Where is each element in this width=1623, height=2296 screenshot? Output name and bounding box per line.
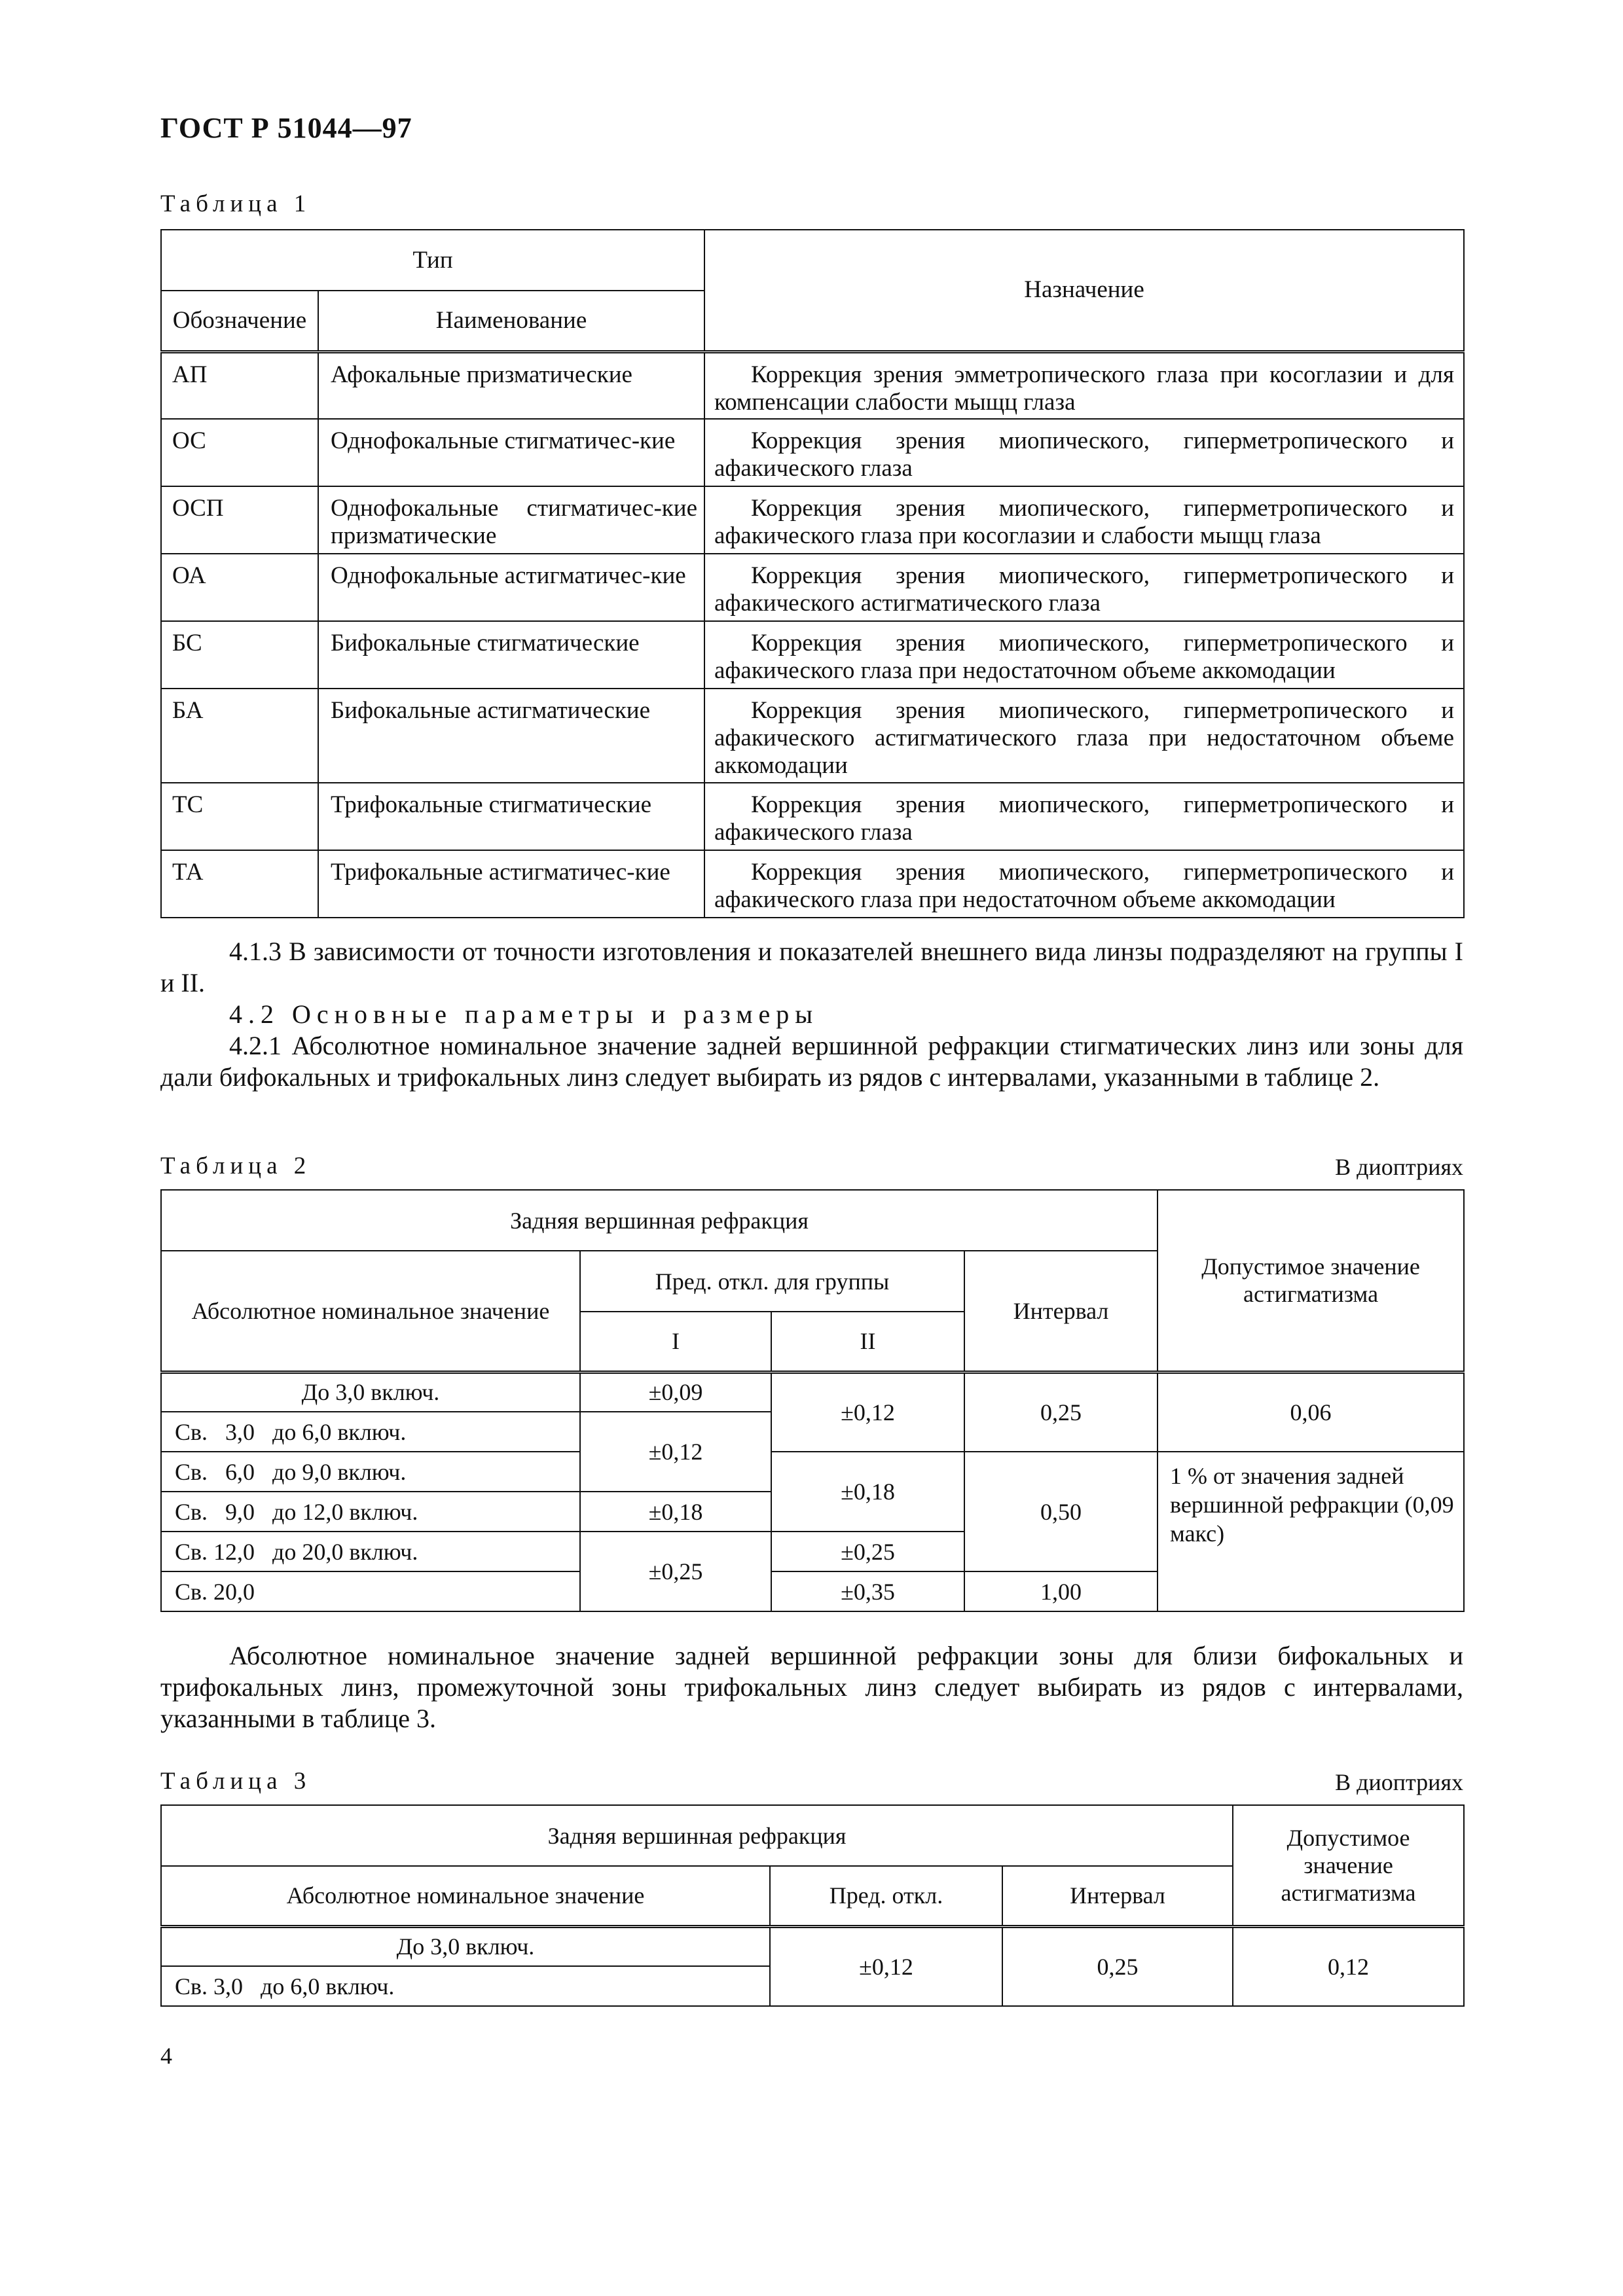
range-from: 3,0 xyxy=(225,1418,255,1445)
table1-purpose: Коррекция зрения миопического, гиперметропического и афакического глаза xyxy=(704,783,1464,850)
table-row xyxy=(161,850,1464,918)
range-text: До 3,0 включ. xyxy=(396,1933,535,1960)
table-row xyxy=(161,351,1464,419)
table1-head-code: Обозначение xyxy=(161,291,318,351)
range-to: до 12,0 включ. xyxy=(272,1498,418,1525)
table-row xyxy=(161,621,1464,689)
table2-head-g2: II xyxy=(771,1312,964,1372)
table3-interval-value: 0,25 xyxy=(1002,1926,1233,2006)
table1-code: ОСП xyxy=(161,486,318,554)
table2-range xyxy=(161,1571,580,1611)
table1-name: Трифокальные астигматичес-кие xyxy=(318,850,704,918)
table1-head-type: Тип xyxy=(161,230,704,291)
range-prefix: Св. xyxy=(175,1578,208,1605)
table3-range xyxy=(161,1966,770,2006)
table1-purpose: Коррекция зрения эмметропического глаза при косоглазии и для компенсации слабости мыщц глаза xyxy=(704,351,1464,419)
table3-head-astig: Допустимое значение астигматизма xyxy=(1233,1805,1464,1926)
paragraph-4-2-1 xyxy=(160,1030,1463,1093)
table2-range xyxy=(161,1532,580,1571)
table2-g1-value: ±0,09 xyxy=(580,1372,771,1412)
table1-head-name: Наименование xyxy=(318,291,704,351)
range-prefix: Св. xyxy=(175,1418,208,1445)
range-to: до 9,0 включ. xyxy=(272,1458,407,1485)
range-from: 20,0 xyxy=(213,1578,255,1605)
paragraph-text: 4.2.1 Абсолютное номинальное значение задней вершинной рефракции стигматических линз или зоны для дали бифокальных и трифокальных линз следует выбирать из рядов с интервалами, указанными в таблице 2. xyxy=(160,1031,1463,1092)
paragraph-near-zone xyxy=(160,1640,1463,1734)
table-row xyxy=(161,783,1464,850)
range-to: до 6,0 включ. xyxy=(272,1418,407,1445)
table2-head-abs: Абсолютное номинальное значение xyxy=(161,1251,580,1372)
table3-caption: Таблица 3 xyxy=(160,1768,312,1795)
table1-name: Бифокальные стигматические xyxy=(318,621,704,689)
range-prefix: Св. xyxy=(175,1973,208,2000)
table2-interval-value: 1,00 xyxy=(964,1571,1158,1611)
table1-name: Афокальные призматические xyxy=(318,351,704,419)
section-heading-text: 4.2 Основные параметры и размеры xyxy=(229,999,819,1029)
table1-name: Однофокальные астигматичес-кие xyxy=(318,554,704,621)
table1 xyxy=(160,229,1465,918)
table1-code: ТА xyxy=(161,850,318,918)
table2-interval-value: 0,50 xyxy=(964,1452,1158,1571)
paragraph-4-1-3 xyxy=(160,936,1463,999)
table2-astig-value: 0,06 xyxy=(1158,1372,1464,1452)
table-row xyxy=(161,419,1464,486)
table3-astig-value: 0,12 xyxy=(1233,1926,1464,2006)
range-from: 3,0 xyxy=(213,1973,244,2000)
table2-head-astig: Допустимое значение астигматизма xyxy=(1158,1190,1464,1372)
range-from: 12,0 xyxy=(213,1538,255,1565)
table2-head-dev: Пред. откл. для группы xyxy=(580,1251,964,1312)
table2-head-g1: I xyxy=(580,1312,771,1372)
table3-dev-value: ±0,12 xyxy=(770,1926,1002,2006)
table2-range xyxy=(161,1492,580,1532)
table2-g1-value: ±0,25 xyxy=(580,1532,771,1611)
table-row xyxy=(161,1452,1464,1492)
table2-range xyxy=(161,1372,580,1412)
table2-g2-value: ±0,18 xyxy=(771,1452,964,1532)
table1-purpose: Коррекция зрения миопического, гиперметропического и афакического глаза при косоглазии и слабости мыщц глаза xyxy=(704,486,1464,554)
table2-range xyxy=(161,1412,580,1452)
table-row xyxy=(161,689,1464,783)
range-prefix: Св. xyxy=(175,1538,208,1565)
section-4-2-heading xyxy=(160,999,1463,1030)
table3-head-abs: Абсолютное номинальное значение xyxy=(161,1866,770,1926)
table1-code: АП xyxy=(161,351,318,419)
document-header: ГОСТ Р 51044—97 xyxy=(160,112,412,144)
table1-purpose: Коррекция зрения миопического, гиперметропического и афакического астигматического глаза при недостаточном объеме аккомодации xyxy=(704,689,1464,783)
table2-interval-value: 0,25 xyxy=(964,1372,1158,1452)
table-row xyxy=(161,554,1464,621)
range-to: до 20,0 включ. xyxy=(272,1538,418,1565)
table1-name: Однофокальные стигматичес-кие xyxy=(318,419,704,486)
table-row xyxy=(161,486,1464,554)
range-text: До 3,0 включ. xyxy=(301,1379,440,1406)
table-row xyxy=(161,1372,1464,1412)
table2-g1-value: ±0,12 xyxy=(580,1412,771,1492)
table3-head-refraction: Задняя вершинная рефракция xyxy=(161,1805,1233,1866)
table2-g2-value: ±0,12 xyxy=(771,1372,964,1452)
range-from: 6,0 xyxy=(225,1458,255,1485)
table3 xyxy=(160,1804,1465,2007)
table2-g1-value: ±0,18 xyxy=(580,1492,771,1532)
table2-head-refraction: Задняя вершинная рефракция xyxy=(161,1190,1158,1251)
table2-caption: Таблица 2 xyxy=(160,1153,312,1179)
table1-name: Однофокальные стигматичес-кие призматические xyxy=(318,486,704,554)
table3-head-dev: Пред. откл. xyxy=(770,1866,1002,1926)
table2-g2-value: ±0,25 xyxy=(771,1532,964,1571)
table1-code: БА xyxy=(161,689,318,783)
range-prefix: Св. xyxy=(175,1498,208,1525)
table3-head-interval: Интервал xyxy=(1002,1866,1233,1926)
table1-name: Трифокальные стигматические xyxy=(318,783,704,850)
table1-head-purpose: Назначение xyxy=(704,230,1464,351)
table2-range xyxy=(161,1452,580,1492)
table1-code: ОС xyxy=(161,419,318,486)
table1-purpose: Коррекция зрения миопического, гиперметропического и афакического глаза при недостаточном объеме аккомодации xyxy=(704,850,1464,918)
table2-head-interval: Интервал xyxy=(964,1251,1158,1372)
table1-code: БС xyxy=(161,621,318,689)
page-number: 4 xyxy=(160,2043,172,2069)
table1-purpose: Коррекция зрения миопического, гиперметропического и афакического астигматического глаза xyxy=(704,554,1464,621)
table2-unit: В диоптриях xyxy=(1335,1154,1463,1180)
table-row xyxy=(161,1926,1464,1966)
table1-purpose: Коррекция зрения миопического, гиперметропического и афакического глаза при недостаточном объеме аккомодации xyxy=(704,621,1464,689)
paragraph-text: 4.1.3 В зависимости от точности изготовления и показателей внешнего вида линзы подразделяют на группы I и II. xyxy=(160,937,1463,997)
table2-astig-value: 1 % от значения задней вершинной рефракции (0,09 макс) xyxy=(1158,1452,1464,1611)
table1-caption: Таблица 1 xyxy=(160,190,312,217)
table3-unit: В диоптриях xyxy=(1335,1769,1463,1795)
table1-name: Бифокальные астигматические xyxy=(318,689,704,783)
table2 xyxy=(160,1189,1465,1612)
table3-range xyxy=(161,1926,770,1966)
paragraph-text: Абсолютное номинальное значение задней вершинной рефракции зоны для близи бифокальных и трифокальных линз, промежуточной зоны трифокальных линз следует выбирать из рядов с интервалами, указанными в таблице 3. xyxy=(160,1641,1463,1733)
table1-code: ОА xyxy=(161,554,318,621)
table2-g2-value: ±0,35 xyxy=(771,1571,964,1611)
range-from: 9,0 xyxy=(225,1498,255,1525)
table1-code: ТС xyxy=(161,783,318,850)
range-prefix: Св. xyxy=(175,1458,208,1485)
range-to: до 6,0 включ. xyxy=(261,1973,395,2000)
table1-purpose: Коррекция зрения миопического, гиперметропического и афакического глаза xyxy=(704,419,1464,486)
